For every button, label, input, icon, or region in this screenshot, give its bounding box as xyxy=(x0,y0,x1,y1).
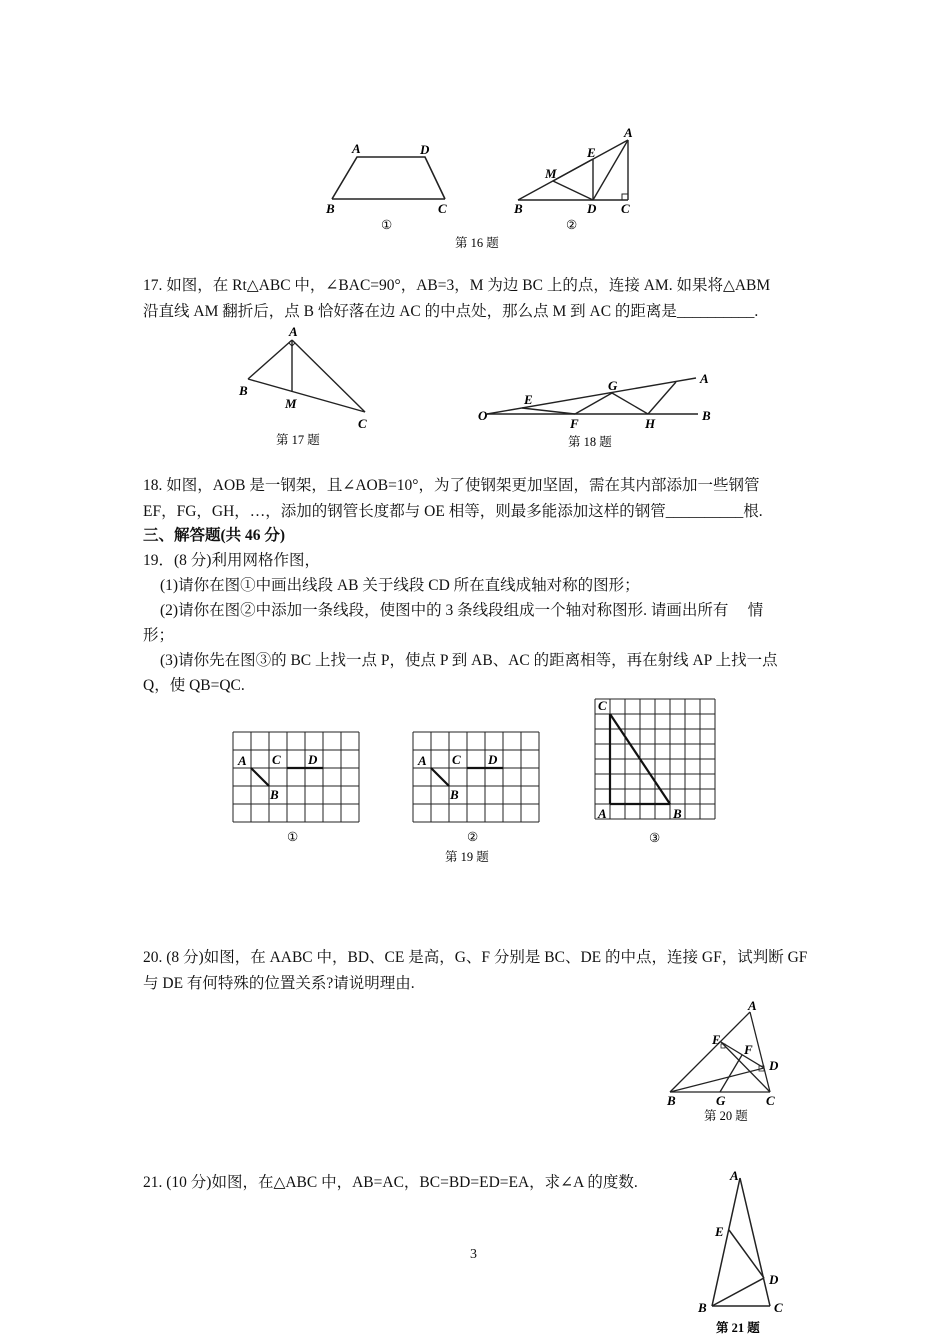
grid-2 xyxy=(413,732,539,822)
question-19-line-4: 形； xyxy=(143,627,175,644)
question-20-line-1: 20. (8 分)如图，在 AABC 中，BD、CE 是高，G、F 分别是 BC、DE 的中点，连接 GF，试判断 GF xyxy=(143,949,808,966)
label-e: E xyxy=(715,1224,724,1239)
figure-caption: 第 20 题 xyxy=(704,1109,748,1123)
label-e: E xyxy=(712,1032,721,1047)
label-b: B xyxy=(239,383,248,398)
label-b: B xyxy=(702,408,711,423)
label-d: D xyxy=(587,201,597,216)
label-c: C xyxy=(766,1093,775,1108)
question-19-line-5: (3)请你先在图③的 BC 上找一点 P，使点 P 到 AB、AC 的距离相等，再在射线 AP 上找一点 xyxy=(160,652,778,669)
label-d: D xyxy=(420,142,430,157)
question-20-line-2: 与 DE 有何特殊的位置关系?请说明理由. xyxy=(143,975,415,992)
question-18-line-1: 18. 如图，AOB 是一钢架，且∠AOB=10°，为了使钢架更加坚固，需在其内部添加一些钢管 xyxy=(143,477,760,494)
label-d: D xyxy=(769,1272,779,1287)
label-h: H xyxy=(645,416,656,431)
figure-caption: 第 16 题 xyxy=(455,236,499,250)
question-19-line-2: (1)请你在图①中画出线段 AB 关于线段 CD 所在直线成轴对称的图形； xyxy=(160,577,640,594)
subfigure-2-label: ② xyxy=(566,218,578,232)
label-c: C xyxy=(358,416,367,431)
label-c: C xyxy=(774,1300,783,1315)
question-18-line-2: EF，FG，GH，…，添加的钢管长度都与 OE 相等，则最多能添加这样的钢管__________根. xyxy=(143,503,763,520)
label-m: M xyxy=(545,166,557,181)
label-d: D xyxy=(308,752,318,767)
label-c: C xyxy=(438,201,447,216)
label-c: C xyxy=(598,698,607,713)
section-title: 三、解答题(共 46 分) xyxy=(143,527,286,544)
label-c: C xyxy=(452,752,461,767)
label-b: B xyxy=(673,806,682,821)
figure-16 xyxy=(320,125,640,255)
subfigure-1-label: ① xyxy=(287,830,299,844)
figure-caption: 第 18 题 xyxy=(568,435,612,449)
figure-18 xyxy=(470,368,720,458)
label-a: A xyxy=(598,806,607,821)
subfigure-1-label: ① xyxy=(381,218,393,232)
label-e: E xyxy=(524,392,533,407)
label-g: G xyxy=(716,1093,726,1108)
label-b: B xyxy=(514,201,523,216)
label-a: A xyxy=(748,1000,757,1013)
label-b: B xyxy=(270,787,279,802)
label-a: A xyxy=(238,753,247,768)
label-a: A xyxy=(418,753,427,768)
label-f: F xyxy=(744,1042,753,1057)
figure-20 xyxy=(660,1000,790,1128)
label-e: E xyxy=(587,145,596,160)
question-17-line-2: 沿直线 AM 翻折后，点 B 恰好落在边 AC 的中点处，那么点 M 到 AC 的距离是__________. xyxy=(143,303,759,320)
figure-19 xyxy=(225,695,725,870)
label-c: C xyxy=(272,752,281,767)
label-c: C xyxy=(621,201,630,216)
figure-17 xyxy=(230,322,390,452)
figure-caption: 第 17 题 xyxy=(276,433,320,447)
label-a: A xyxy=(352,141,361,156)
question-19-line-1: 19．(8 分)利用网格作图， xyxy=(143,552,320,569)
label-b: B xyxy=(667,1093,676,1108)
subfigure-2-label: ② xyxy=(467,830,479,844)
label-d: D xyxy=(769,1058,779,1073)
label-a: A xyxy=(730,1168,739,1183)
label-a: A xyxy=(700,371,709,386)
label-a: A xyxy=(289,324,298,339)
question-21-line-1: 21. (10 分)如图，在△ABC 中，AB=AC，BC=BD=ED=EA，求∠A 的度数. xyxy=(143,1174,638,1191)
figure-21 xyxy=(690,1160,800,1344)
label-b: B xyxy=(698,1300,707,1315)
label-m: M xyxy=(285,396,297,411)
figure-caption: 第 19 题 xyxy=(445,850,489,864)
figure-caption: 第 21 题 xyxy=(716,1321,760,1335)
label-g: G xyxy=(608,378,618,393)
label-o: O xyxy=(478,408,488,423)
question-19-line-3: (2)请你在图②中添加一条线段，使图中的 3 条线段组成一个轴对称图形. 请画出所有 情 xyxy=(160,602,764,619)
question-17-line-1: 17. 如图，在 Rt△ABC 中，∠BAC=90°，AB=3，M 为边 BC 上的点，连接 AM. 如果将△ABM xyxy=(143,277,771,294)
page-number: 3 xyxy=(470,1247,477,1262)
label-b: B xyxy=(450,787,459,802)
label-b: B xyxy=(326,201,335,216)
question-19-line-6: Q，使 QB=QC. xyxy=(143,677,245,694)
label-a: A xyxy=(624,125,633,140)
label-d: D xyxy=(488,752,498,767)
grid-1 xyxy=(233,732,359,822)
label-f: F xyxy=(570,416,579,431)
subfigure-3-label: ③ xyxy=(649,831,661,845)
